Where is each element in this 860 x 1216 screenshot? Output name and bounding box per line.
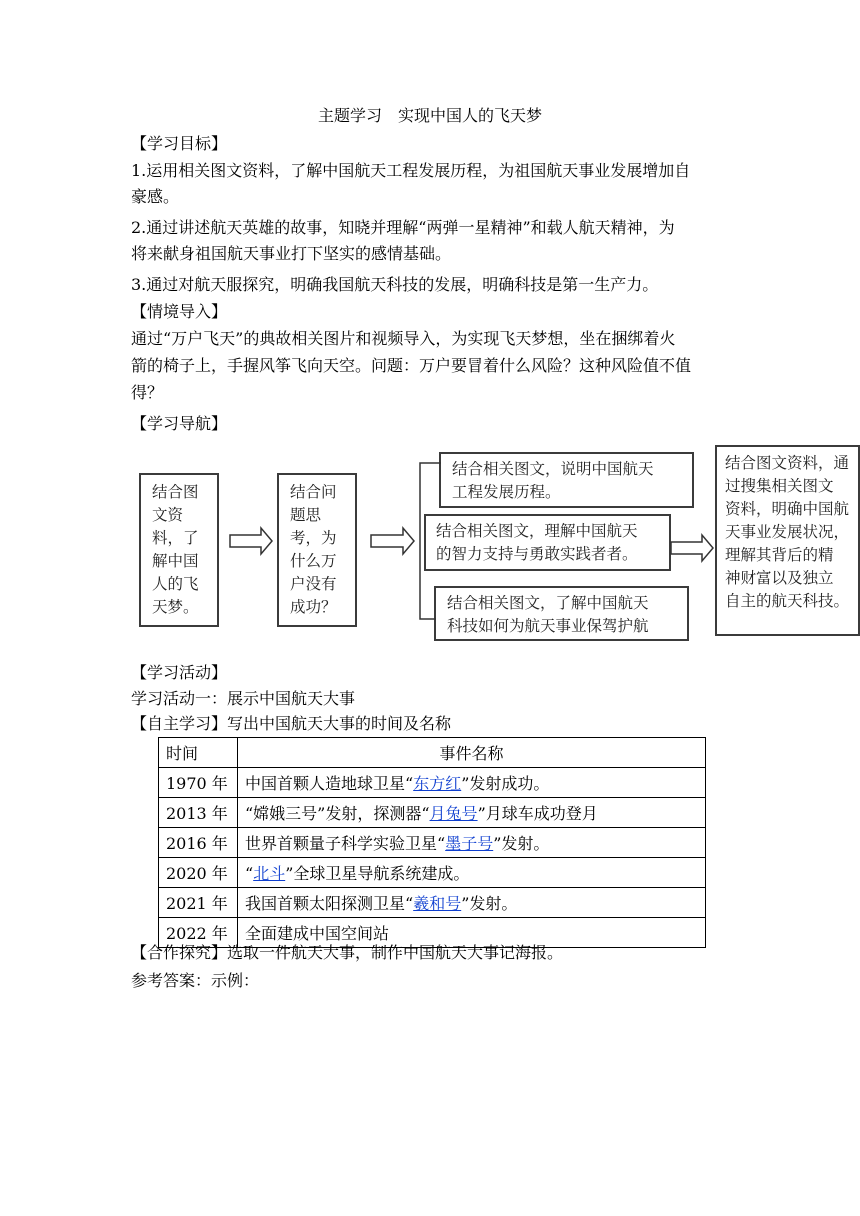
scenario-line: 箭的椅子上，手握风筝飞向天空。问题：万户要冒着什么风险？这种风险值不值 — [131, 356, 692, 375]
objective-line: 2.通过讲述航天英雄的故事，知晓并理解“两弹一星精神”和载人航天精神，为 — [131, 218, 675, 237]
event-text: “ — [245, 864, 254, 883]
event-text: ”月球车成功登月 — [477, 804, 598, 823]
event-text: ”发射。 — [461, 894, 518, 913]
event-year: 2022 年 — [159, 918, 238, 948]
event-link[interactable]: 月兔号 — [429, 804, 478, 823]
self-study-prompt: 【自主学习】写出中国航天大事的时间及名称 — [131, 714, 452, 733]
document-title: 主题学习 实现中国人的飞天梦 — [317, 106, 542, 125]
cooperation-prompt: 【合作探究】选取一件航天大事，制作中国航天大事记海报。 — [131, 943, 564, 962]
objectives-heading: 【学习目标】 — [131, 134, 228, 153]
flow-box-5-text: 结合相关图文，了解中国航天 科技如何为航天事业保驾护航 — [447, 594, 649, 635]
table-row — [159, 858, 706, 888]
header-event: 事件名称 — [238, 738, 706, 768]
objective-line: 1.运用相关图文资料，了解中国航天工程发展历程，为祖国航天事业发展增加自 — [131, 161, 691, 180]
flow-box-4-text: 结合相关图文，理解中国航天 的智力支持与勇敢实践者者。 — [436, 522, 638, 563]
event-text: 我国首颗太阳探测卫星“ — [245, 894, 414, 913]
event-year: 2021 年 — [159, 888, 238, 918]
event-name — [238, 828, 706, 858]
event-text: ”全球卫星导航系统建成。 — [285, 864, 470, 883]
activity-1-title: 学习活动一：展示中国航天大事 — [131, 689, 356, 708]
events-table — [158, 737, 706, 948]
event-year: 2013 年 — [159, 798, 238, 828]
flow-box-1-text: 结合图 文资 料，了 解中国 人的飞 天梦。 — [152, 483, 199, 616]
table-header-row — [159, 738, 706, 768]
event-name — [238, 798, 706, 828]
flow-bracket — [420, 463, 441, 619]
event-year: 2016 年 — [159, 828, 238, 858]
event-text: 世界首颗量子科学实验卫星“ — [245, 834, 446, 853]
objective-line: 豪感。 — [131, 187, 180, 206]
scenario-line: 得？ — [131, 383, 164, 402]
event-link[interactable]: 东方红 — [413, 774, 462, 793]
objective-line: 3.通过对航天服探究，明确我国航天科技的发展，明确科技是第一生产力。 — [131, 275, 659, 294]
objective-line: 将来献身祖国航天事业打下坚实的感情基础。 — [131, 244, 452, 263]
event-text: 中国首颗人造地球卫星“ — [245, 774, 414, 793]
event-link[interactable]: 北斗 — [253, 864, 286, 883]
flow-box-6-text: 结合图文资料，通 过搜集相关图文 资料，明确中国航 天事业发展状况， 理解其背后的精 神财富以及独立 自主的航天科技。 — [725, 454, 850, 610]
event-name — [238, 888, 706, 918]
flow-arrow-2 — [371, 528, 414, 554]
table-row — [159, 798, 706, 828]
navigation-heading: 【学习导航】 — [131, 414, 228, 433]
scenario-heading: 【情境导入】 — [131, 302, 228, 321]
event-text: 全面建成中国空间站 — [245, 924, 390, 943]
event-text: ”发射成功。 — [461, 774, 550, 793]
event-link[interactable]: 羲和号 — [413, 894, 462, 913]
flow-box-3-text: 结合相关图文，说明中国航天 工程发展历程。 — [452, 460, 654, 501]
event-year: 2020 年 — [159, 858, 238, 888]
event-name — [238, 858, 706, 888]
event-text: “嫦娥三号”发射，探测器“ — [245, 804, 430, 823]
flow-arrow-1 — [230, 528, 272, 554]
event-link[interactable]: 墨子号 — [445, 834, 494, 853]
activities-heading: 【学习活动】 — [131, 663, 228, 682]
flow-arrow-3 — [671, 535, 713, 561]
table-row — [159, 828, 706, 858]
flow-box-2-text: 结合问 题思 考，为 什么万 户没有 成功？ — [290, 483, 337, 616]
scenario-line: 通过“万户飞天”的典故相关图片和视频导入，为实现飞天梦想，坐在捆绑着火 — [131, 329, 676, 348]
table-row — [159, 888, 706, 918]
event-name — [238, 768, 706, 798]
header-time: 时间 — [159, 738, 238, 768]
answer-label: 参考答案：示例： — [131, 971, 260, 990]
event-text: ”发射。 — [493, 834, 550, 853]
event-year: 1970 年 — [159, 768, 238, 798]
table-row — [159, 768, 706, 798]
